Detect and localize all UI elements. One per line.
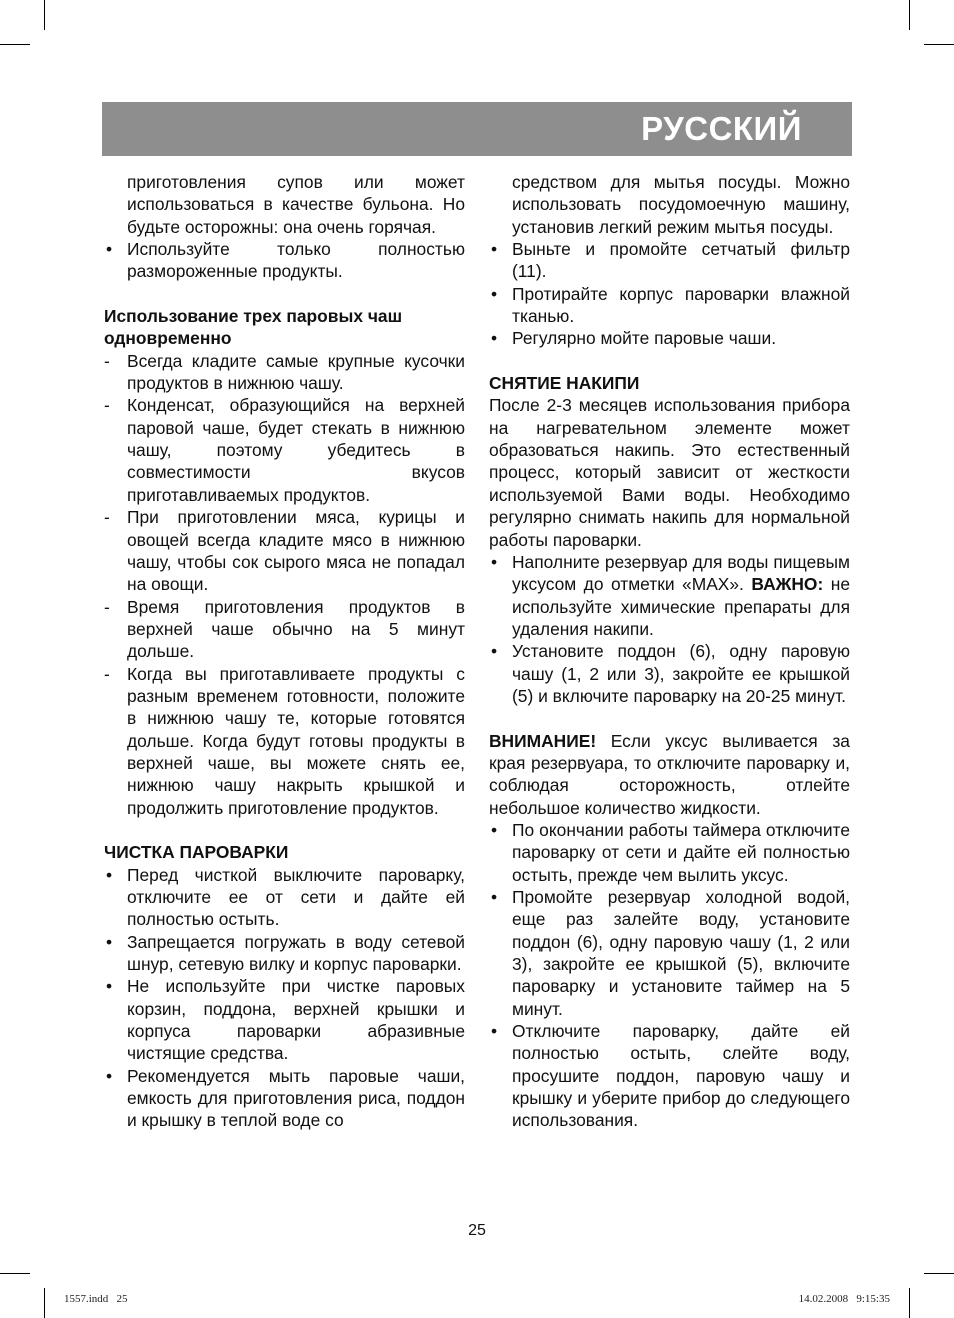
list-item: - Всегда кладите самые крупные кусочки продуктов в нижнюю чашу. — [104, 350, 465, 394]
bullet-marker: • — [106, 931, 113, 952]
list-item: • Промойте резервуар холодной водой, еще раз залейте воду, установите поддон (6), одну паровую чашу (1, 2 или 3), закройте ее крышкой (5), включите пароварку и установите таймер на 5 минут. — [491, 887, 850, 1019]
list-item: • Отключите пароварку, дайте ей полностью остыть, слейте воду, просушите поддон, паровую чашу и крышку и уберите прибор до следующего использования. — [491, 1021, 850, 1131]
bullet-marker: • — [491, 887, 498, 907]
crop-mark — [924, 44, 954, 45]
dash-marker: - — [104, 395, 110, 416]
bullet-marker: • — [491, 641, 498, 662]
list-item: - Время приготовления продуктов в верхней чаше обычно на 5 минут дольше. — [104, 596, 465, 662]
list-item: • Установите поддон (6), одну паровую чашу (1, 2 или 3), закройте ее крышкой (5) и включите пароварку на 20-25 минут. — [491, 641, 850, 706]
language-title: РУССКИЙ — [641, 110, 802, 147]
bullet-marker: • — [491, 239, 498, 260]
crop-mark — [44, 0, 45, 30]
crop-mark — [924, 1273, 954, 1274]
continued-paragraph: средством для мытья посуды. Можно использовать посудомоечную машину, установив легкий режим мытья посуды. — [512, 172, 850, 237]
list-item: • Регулярно мойте паровые чаши. — [491, 328, 777, 349]
footer-file-info: 1557.indd 25 — [64, 1293, 128, 1305]
list-item: - Конденсат, образующийся на верхней паровой чаше, будет стекать в нижнюю чашу, поэтому убедитесь в совместимости вкусов приготавливаемых продуктов. — [104, 395, 465, 505]
dash-marker: - — [104, 663, 110, 684]
dash-marker: - — [104, 350, 110, 371]
section-heading-three-bowls: Использование трех паровых чаш одновременно — [104, 306, 403, 349]
bullet-marker: • — [491, 283, 498, 304]
bullet-marker: • — [106, 239, 113, 260]
crop-mark — [0, 1273, 30, 1274]
dash-marker: - — [104, 507, 110, 528]
page-number: 25 — [468, 1222, 486, 1239]
bullet-marker: • — [106, 864, 113, 885]
crop-mark — [909, 1288, 910, 1318]
crop-mark — [909, 0, 910, 30]
footer-datetime: 14.02.2008 9:15:35 — [798, 1293, 890, 1305]
list-item: • Не используйте при чистке паровых корзин, поддона, верхней крышки и корпуса пароварки абразивные чистящие средства. — [106, 976, 465, 1064]
language-header-bar — [102, 102, 852, 156]
list-item: - Когда вы приготавливаете продукты с разным временем готовности, положите в нижнюю чашу те, которые готовятся дольше. Когда будут готовы продукты в верхней чаше, вы можете снять ее, нижнюю чашу накрыть крышкой и продолжить приготовление продуктов. — [104, 663, 465, 818]
dash-marker: - — [104, 596, 110, 617]
important-label: ВАЖНО: — [751, 574, 824, 595]
warning-label: ВНИМАНИЕ! — [489, 730, 597, 751]
list-item: • По окончании работы таймера отключите пароварку от сети и дайте ей полностью остыть, прежде чем вылить уксус. — [491, 819, 850, 885]
list-item: • Протирайте корпус пароварки влажной тканью. — [491, 283, 850, 327]
bullet-marker: • — [491, 819, 498, 840]
crop-mark — [44, 1288, 45, 1318]
right-column — [489, 171, 850, 1132]
bullet-marker: • — [491, 1021, 498, 1042]
descaling-intro: После 2-3 месяцев использования прибора на нагревательном элементе может образоваться накипь. Это естественный процесс, который зависит от жесткости используемой Вами воды. Необходимо регулярно снимать накипь для нормальной работы пароварки. — [489, 395, 850, 550]
list-item: • Используйте только полностью размороженные продукты. — [106, 239, 465, 282]
list-item: • Перед чисткой выключите пароварку, отключите ее от сети и дайте ей полностью остыть. — [106, 864, 465, 930]
bullet-marker: • — [491, 551, 498, 572]
left-column — [104, 171, 465, 1132]
section-heading-cleaning: ЧИСТКА ПАРОВАРКИ — [104, 842, 289, 863]
warning-paragraph: ВНИМАНИЕ! Если уксус выливается за края резервуара, то отключите пароварку и, соблюдая осторожность, отлейте небольшое количество жидкости. — [489, 730, 850, 818]
list-item: • Запрещается погружать в воду сетевой шнур, сетевую вилку и корпус пароварки. — [106, 931, 465, 975]
crop-mark — [0, 44, 30, 45]
list-item: - При приготовлении мяса, курицы и овощей всегда кладите мясо в нижнюю чашу, чтобы сок сырого мяса не попадал на овощи. — [104, 507, 465, 595]
bullet-marker: • — [106, 1065, 113, 1086]
list-item: • Выньте и промойте сетчатый фильтр (11). — [491, 239, 850, 282]
bullet-marker: • — [106, 976, 113, 997]
list-item: • Наполните резервуар для воды пищевым уксусом до отметки «MAX». ВАЖНО: не используйте химические препараты для удаления накипи. — [491, 551, 851, 639]
bullet-marker: • — [491, 328, 498, 349]
continued-paragraph: приготовления супов или может использоваться в качестве бульона. Но будьте осторожны: она очень горячая. — [127, 172, 465, 237]
section-heading-descaling: СНЯТИЕ НАКИПИ — [489, 373, 640, 394]
list-item: • Рекомендуется мыть паровые чаши, емкость для приготовления риса, поддон и крышку в теплой воде со — [106, 1065, 465, 1131]
